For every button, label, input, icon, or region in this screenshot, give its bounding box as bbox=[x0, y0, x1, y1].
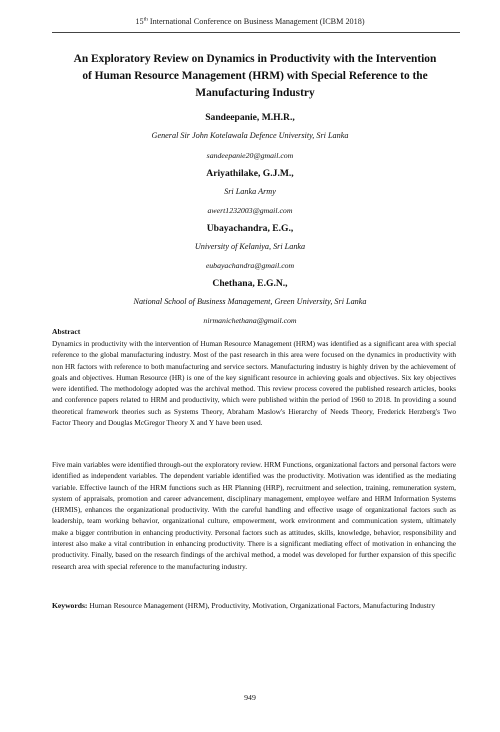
abstract-paragraph-2: Five main variables were identified through-out the exploratory review. HRM Functions, organizational factors and personal factors were identified as independent variables. The dependent variable identified was the productivity. Motivation was identified as the mediating variable. Effective launch of the HRM functions such as HR Planning (HRP), recruitment and selection, training, remuneration system, system of appraisals, promotion and career advancement, disciplinary management, employee welfare and HRM Information Systems (HRMIS), enhances the organizational productivity. With the careful handling and effective usage of organizational factors such as leadership, team working behavior, organizational culture, empowerment, work environment and communication system, ultimately make a bigger contribution in enhancing productivity. Personal factors such as attitudes, skills, knowledge, behavior, responsibility and interest also make a vital contribution in enhancing productivity. There is a significant mediating effect of motivation in enhancing the productivity. Finally, based on the research findings of the archival method, a model was developed for further expansion of this specific research area with special reference to the manufacturing industry. bbox=[52, 460, 456, 571]
title-line-1: An Exploratory Review on Dynamics in Productivity with the Intervention bbox=[73, 53, 437, 65]
keywords-section bbox=[52, 600, 456, 612]
author-email: eubayachandra@gmail.com bbox=[205, 261, 295, 270]
header-divider bbox=[52, 32, 460, 33]
author-affiliation: University of Kelaniya, Sri Lanka bbox=[194, 242, 306, 251]
header-ordinal: 15 bbox=[135, 17, 144, 26]
paper-title bbox=[45, 51, 465, 102]
author-affiliation: Sri Lanka Army bbox=[224, 187, 276, 196]
author-name: Ariyathilake, G.J.M., bbox=[206, 168, 294, 179]
title-line-3: Manufacturing Industry bbox=[195, 87, 315, 99]
author-name: Chethana, E.G.N., bbox=[212, 278, 288, 289]
author-email: sandeepanie20@gmail.com bbox=[206, 151, 294, 160]
abstract-heading: Abstract bbox=[52, 327, 81, 336]
header-conference-name: International Conference on Business Management (ICBM 2018) bbox=[147, 17, 365, 26]
author-name: Sandeepanie, M.H.R., bbox=[205, 112, 295, 123]
author-affiliation: General Sir John Kotelawala Defence University, Sri Lanka bbox=[151, 131, 349, 140]
conference-header bbox=[0, 17, 500, 26]
title-line-2: of Human Resource Management (HRM) with Special Reference to the bbox=[82, 70, 428, 82]
header-ordinal-suffix: th bbox=[143, 16, 148, 23]
keywords-label: Keywords: bbox=[52, 601, 88, 610]
page-number: 949 bbox=[244, 693, 256, 702]
abstract-paragraph-1: Dynamics in productivity with the intervention of Human Resource Management (HRM) was identified as a significant area with special reference to the global manufacturing industry. Most of the past research in this area were focused on the dynamics in productivity with non HR factors with reference to both manufacturing and service sectors. Manufacturing industry is highly driven by the achievement of goals and objectives. Human Resource (HR) is one of the key significant resource in achieving goals and objectives. Six key objectives were identified. The methodology adopted was the archival method. This review process covered the published research articles, books and conference papers related to HRM and productivity, which were published within the period of 1960 to 2018. In providing a sound theoretical framework theories such as Systems Theory, Abraham Maslow's Hierarchy of Needs Theory, Frederick Herzberg's Two Factor Theory and Douglas McGregor Theory X and Y have been used. bbox=[52, 339, 456, 428]
author-email: awert1232003@gmail.com bbox=[207, 206, 293, 215]
author-name: Ubayachandra, E.G., bbox=[206, 223, 294, 234]
keywords-list: Human Resource Management (HRM), Productivity, Motivation, Organizational Factors, Manufacturing Industry bbox=[87, 601, 436, 610]
author-email: nirmanichethana@gmail.com bbox=[203, 316, 297, 325]
author-affiliation: National School of Business Management, Green University, Sri Lanka bbox=[133, 297, 367, 306]
